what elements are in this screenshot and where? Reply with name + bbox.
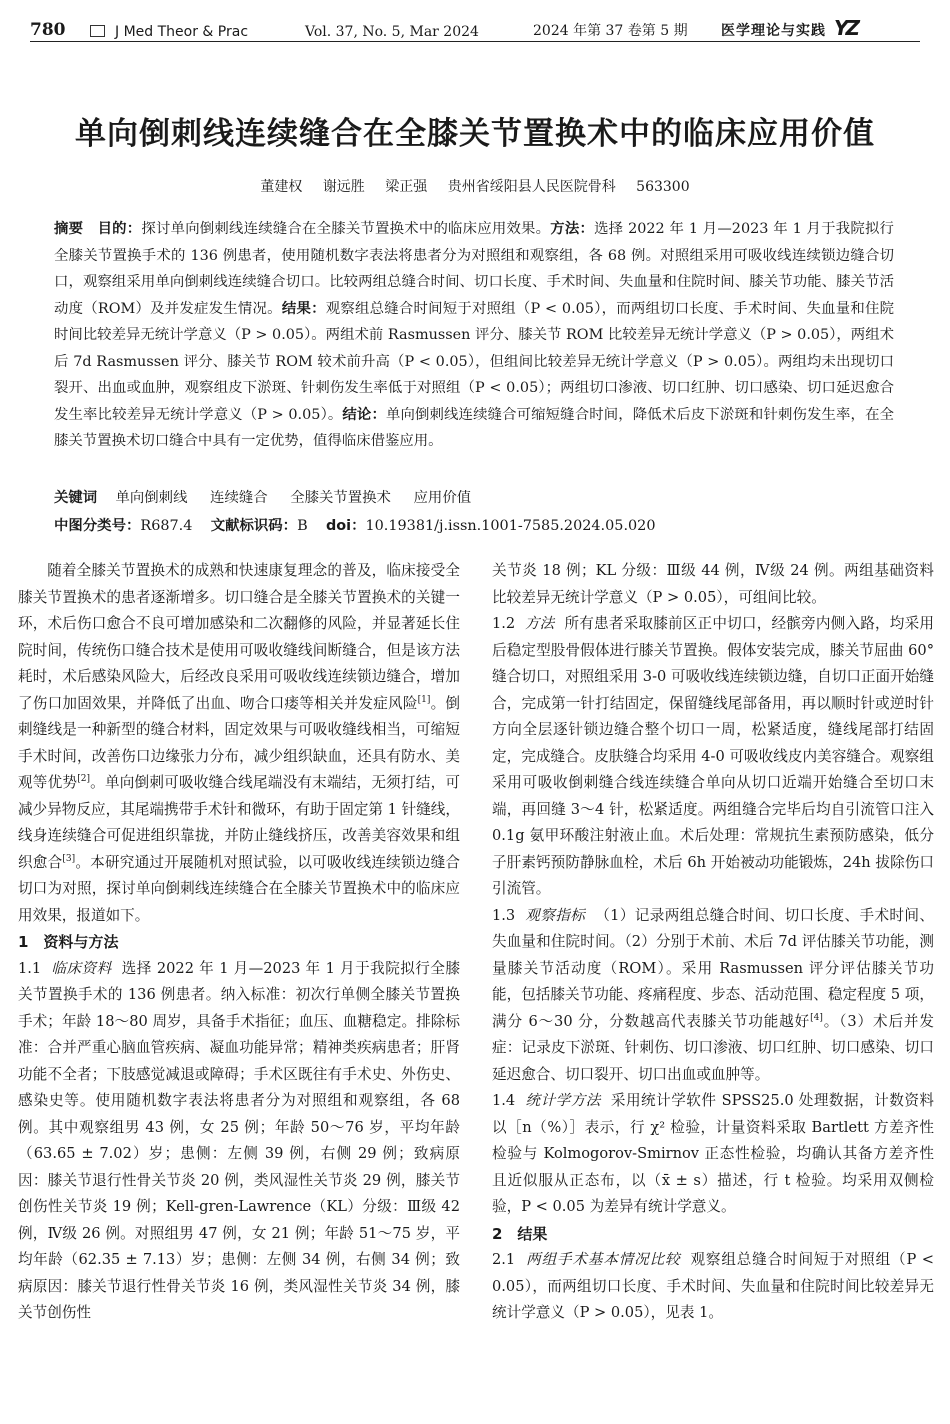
keywords-label: 关键词 — [54, 490, 98, 506]
keywords — [54, 486, 894, 507]
intro-paragraph: 随着全膝关节置换术的成熟和快速康复理念的普及，临床接受全膝关节置换术的患者逐渐增多。切口缝合是全膝关节置换术的关键一环，术后伤口愈合不良可增加感染和二次翻修的风险，并显著延长住院时间，传统伤口缝合技术是使用可吸收缝线间断缝合，但是该方法耗时，术后感染风险大，后经改良采用可吸收线连续锁边缝合，增加了伤口加固效果，并降低了出血、吻合口瘘等相关并发症风险[1]。倒刺缝线是一种新型的缝合材料，固定效果与可吸收缝线相当，可缩短手术时间，改善伤口边缘张力分布，减少组织缺血，还具有防水、美观等优势[2]。单向倒刺可吸收缝合线尾端没有末端结，无须打结，可减少异物反应，其尾端携带手术针和微环，有助于固定第 1 针缝线，线身连续缝合可促进组织靠拢，并防止缝线挤压，改善美容效果和组织愈合[3]。本研究通过开展随机对照试验，以可吸收线连续锁边缝合切口为对照，探讨单向倒刺线连续缝合在全膝关节置换术中的临床应用效果，报道如下。 — [18, 562, 460, 924]
article-title: 单向倒刺线连续缝合在全膝关节置换术中的临床应用价值 — [75, 116, 875, 152]
keyword: 应用价值 — [413, 490, 472, 506]
subsection-statistics: 1.4 统计学方法 采用统计学软件 SPSS25.0 处理数据，计数资料以［n（%）］表示，行 χ² 检验，计量资料采取 Bartlett 方差齐性检验与 Kolmogorov-Smirnov 正态性检验，均确认其备方差齐性且近似服从正态布，以（x̄ ± s）描述，行 t 检验。均采用双侧检验，P < 0.05 为差异有统计学意义。 — [492, 1092, 934, 1215]
issue-info-cn: 2024 年第 37 卷第 5 期 — [533, 23, 688, 39]
result-label: 结果： — [281, 300, 326, 317]
method-label: 方法： — [550, 221, 595, 237]
clc-value: R687.4 — [140, 518, 193, 534]
subsection-number: 1.1 — [18, 959, 42, 977]
conclusion-text: 单向倒刺线连续缝合可缩短缝合时间，降低术后皮下淤斑和针刺伤发生率，在全膝关节置换术切口缝合中具有一定优势，值得临床借鉴应用。 — [54, 406, 894, 449]
subsection-clinical-data: 1.1 临床资料 选择 2022 年 1 月—2023 年 1 月于我院拟行全膝关节置换手术的 136 例患者。纳入标准：初次行单侧全膝关节置换手术；年龄 18～80 周岁，具备手术指征；血压、血糖稳定。排除标准：合并严重心脑血管疾病、凝血功能异常；精神类疾病患者；肝肾功能不全者；下肢感觉减退或障碍；手术区既往有手术史、外伤史、感染史等。使用随机数字表法将患者分为对照组和观察组，各 68 例。其中观察组男 43 例，女 25 例；年龄 50～76 岁，平均年龄（63.65 ± 7.02）岁；患侧：左侧 39 例，右侧 29 例；致病原因：膝关节退行性骨关节炎 20 例，类风湿性关节炎 29 例，膝关节创伤性关节炎 19 例；Kell-gren-Lawrence（KL）分级：Ⅲ级 42 例，Ⅳ级 26 例。对照组男 47 例，女 21 例；年龄 51～75 岁，平均年龄（62.35 ± 7.13）岁；患侧：左侧 34 例，右侧 34 例；致病原因：膝关节退行性骨关节炎 16 例，类风湿性关节炎 34 例，膝关节创伤性 — [18, 959, 460, 1321]
subsection-title: 两组手术基本情况比较 — [526, 1251, 681, 1268]
doi-label: doi： — [325, 518, 366, 534]
subsection-number: 2.1 — [492, 1251, 516, 1268]
section-heading-results: 2 结果 — [492, 1224, 548, 1243]
subsection-observation: 1.3 观察指标 （1）记录两组总缝合时间、切口长度、手术时间、失血量和住院时间。（2）分别于术前、术后 7d 评估膝关节功能，测量膝关节活动度（ROM）。采用 Rasmussen 评分评估膝关节功能，包括膝关节功能、疼痛程度、步态、活动范围、稳定程度 5 项，满分 6～30 分，分数越高代表膝关节功能越好[4]。（3）术后并发症：记录皮下淤斑、针刺伤、切口渗液、切口红肿、切口感染、切口延迟愈合、切口裂开、切口出血或血肿等。 — [492, 906, 934, 1083]
keyword: 单向倒刺线 — [115, 490, 188, 506]
subsection-number: 1.2 — [492, 615, 516, 632]
conclusion-label: 结论： — [342, 406, 386, 423]
abstract-label: 摘要 — [54, 221, 84, 237]
volume-info: Vol. 37, No. 5, Mar 2024 — [305, 24, 479, 40]
subsection-title: 临床资料 — [51, 959, 112, 977]
journal-name-cn: 医学理论与实践 — [721, 23, 826, 39]
doi-value: 10.19381/j.issn.1001-7585.2024.05.020 — [365, 518, 656, 534]
abstract — [54, 216, 894, 455]
section-heading-methods: 1 资料与方法 — [18, 933, 119, 951]
header-rule — [30, 41, 920, 42]
subsection-surgery-comparison: 2.1 两组手术基本情况比较 观察组总缝合时间短于对照组（P < 0.05），而两组切口长度、手术时间、失血量和住院时间比较差异无统计学意义（P > 0.05），见表 1。 — [492, 1251, 934, 1321]
purpose-label: 目的： — [97, 221, 142, 237]
affiliation: 贵州省绥阳县人民医院骨科 — [447, 179, 616, 195]
citation-ref: [2] — [77, 774, 90, 785]
subsection-methods: 1.2 方法 所有患者采取膝前区正中切口，经髌旁内侧入路，均采用后稳定型股骨假体进行膝关节置换。假体安装完成，膝关节屈曲 60°缝合切口，对照组采用 3-0 可吸收线连续锁边缝，自切口正面开始缝合，完成第一针打结固定，保留缝线尾部备用，再以顺时针或逆时针方向全层逐针锁边缝合整个切口一周，松紧适度，缝线尾部打结固定，完成缝合。皮肤缝合均采用 4-0 可吸收线皮内美容缝合。观察组采用可吸收倒刺缝合线连续缝合单向从切口近端开始缝合至切口末端，再回缝 3～4 针，松紧适度。两组缝合完毕后均自引流管口注入 0.1g 氨甲环酸注射液止血。术后处理：常规抗生素预防感染，低分子肝素钙预防静脉血栓，术后 6h 开始被动功能锻炼，24h 拔除伤口引流管。 — [492, 615, 934, 897]
header-square-icon — [90, 25, 105, 37]
journal-logo: YZ — [834, 16, 857, 40]
subsection-title: 方法 — [524, 615, 555, 632]
subsection-number: 1.3 — [492, 906, 516, 924]
author: 谢远胜 — [322, 179, 365, 195]
subsection-title: 统计学方法 — [525, 1092, 601, 1109]
citation-ref: [3] — [62, 853, 76, 864]
page-number: 780 — [30, 20, 66, 40]
classification-line — [54, 514, 894, 535]
subsection-number: 1.4 — [492, 1092, 516, 1109]
keyword: 连续缝合 — [210, 490, 268, 506]
citation-ref: [1] — [417, 694, 431, 705]
subsection-title: 观察指标 — [525, 906, 586, 924]
purpose-text: 探讨单向倒刺线连续缝合在全膝关节置换术中的临床应用效果。 — [141, 221, 551, 237]
body-column-right — [492, 558, 934, 1327]
citation-ref: [4] — [810, 1012, 823, 1023]
doc-value: B — [297, 518, 308, 534]
author: 董建权 — [260, 179, 303, 195]
keyword: 全膝关节置换术 — [290, 490, 391, 506]
author: 梁正强 — [385, 179, 428, 195]
running-header — [30, 14, 920, 40]
doc-label: 文献标识码： — [210, 518, 298, 534]
continued-paragraph: 关节炎 18 例；KL 分级：Ⅲ级 44 例，Ⅳ级 24 例。两组基础资料比较差异无统计学意义（P > 0.05），可组间比较。 — [492, 562, 934, 606]
author-line — [0, 176, 950, 196]
postal-code: 563300 — [636, 179, 690, 195]
clc-label: 中图分类号： — [54, 518, 141, 534]
journal-name-en: J Med Theor & Prac — [115, 24, 249, 40]
body-column-left — [18, 558, 460, 1327]
method-text: 选择 2022 年 1 月—2023 年 1 月于我院拟行全膝关节置换手术的 136 例患者，使用随机数字表法将患者分为对照组和观察组，各 68 例。对照组采用可吸收线连续锁边缝合切口，观察组采用单向倒刺线连续缝合切口。比较两组总缝合时间、切口长度、手术时间、失血量和住院时间、膝关节功能、膝关节活动度（ROM）及并发症发生情况。 — [54, 221, 894, 317]
result-text: 观察组总缝合时间短于对照组（P < 0.05），而两组切口长度、手术时间、失血量和住院时间比较差异无统计学意义（P > 0.05）。两组术前 Rasmussen 评分、膝关节 ROM 比较差异无统计学意义（P > 0.05），两组术后 7d Rasmussen 评分、膝关节 ROM 较术前升高（P < 0.05），但组间比较差异无统计学意义（P > 0.05）。两组均未出现切口裂开、出血或血肿，观察组皮下淤斑、针刺伤发生率低于对照组（P < 0.05）；两组切口渗液、切口红肿、切口感染、切口延迟愈合发生率比较差异无统计学意义（P > 0.05）。 — [54, 300, 894, 423]
